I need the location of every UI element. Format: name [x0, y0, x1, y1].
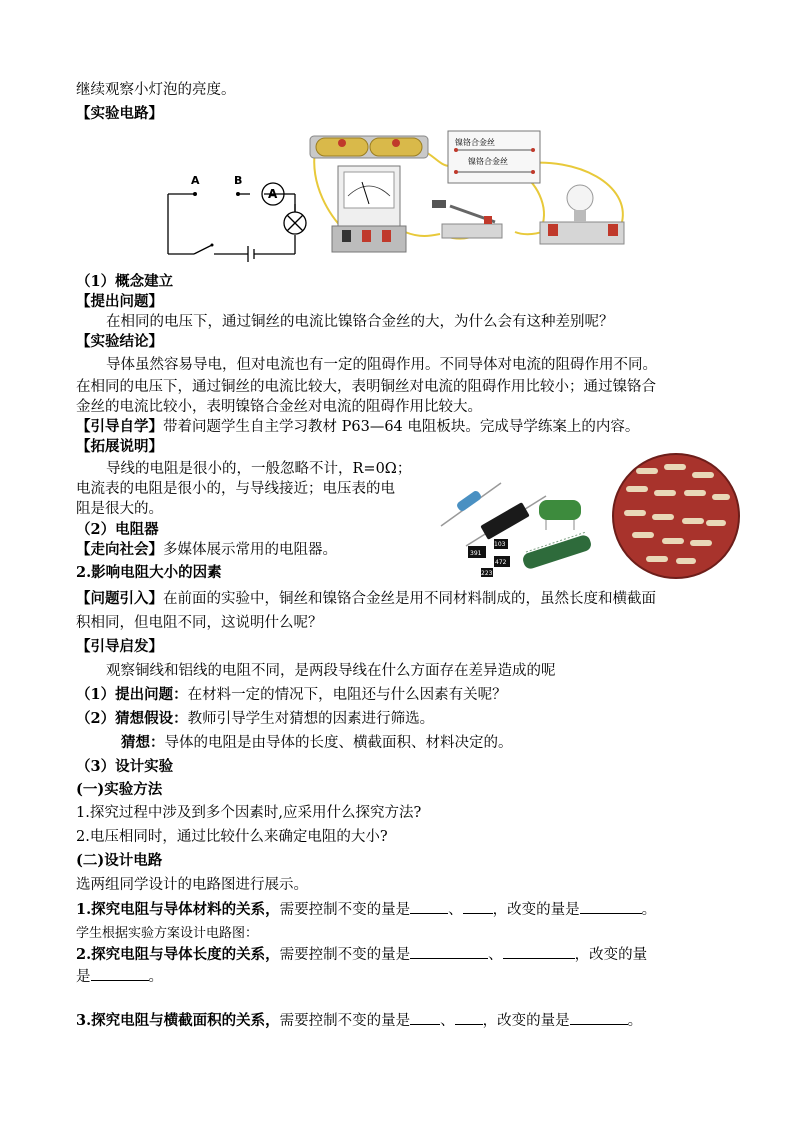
wirewound-resistor: [466, 496, 546, 546]
section-design: （3）设计实验: [76, 758, 174, 775]
exercise-2-cont: 是 。: [76, 966, 734, 987]
heading-intro: 【问题引入】: [76, 590, 163, 607]
exercise-1: 1.探究电阻与导体材料的关系，需要控制不变的量是 、 ，改变的量是 。: [76, 901, 657, 918]
ammeter-symbol: A: [268, 187, 278, 201]
svg-text:103: 103: [494, 541, 506, 548]
circuit-illustration: [160, 126, 640, 268]
heading-question: 【提出问题】: [76, 293, 163, 310]
text-line: 选两组同学设计的电路图进行展示。: [76, 877, 308, 893]
heading-expand: 【拓展说明】: [76, 438, 163, 455]
heading-society: 【走向社会】: [76, 541, 163, 558]
ammeter-device: [332, 166, 406, 252]
text-line: （1）提出问题：在材料一定的情况下，电阻还与什么因素有关呢？: [76, 686, 507, 703]
text-line: 电流表的电阻是很小的，与导线接近；电压表的电: [76, 481, 395, 497]
label-a: A: [191, 174, 200, 187]
svg-text:镍铬合金丝: 镍铬合金丝: [468, 157, 508, 166]
svg-text:391: 391: [470, 550, 482, 557]
svg-text:472: 472: [495, 559, 507, 566]
battery-pack: [310, 136, 428, 158]
section-resistor: （2）电阻器: [76, 521, 159, 538]
exercise-2: 2.探究电阻与导体长度的关系，需要控制不变的量是 、 ，改变的量: [76, 946, 648, 963]
text-line: 金丝的电流比较小，表明镍铬合金丝对电流的阻碍作用比较大。: [76, 399, 482, 415]
text-line: 【走向社会】多媒体展示常用的电阻器。: [76, 541, 337, 558]
svg-text:223: 223: [481, 570, 493, 577]
text-line: 导体虽然容易导电，但对电流也有一定的阻碍作用。不同导体对电流的阻碍作用不同。: [106, 357, 657, 373]
exercise-3: 3.探究电阻与横截面积的关系，需要控制不变的量是 、 ，改变的量是 。: [76, 1012, 643, 1029]
text-line: 1.探究过程中涉及到多个因素时,应采用什么探究方法?: [76, 805, 422, 821]
answer-blank[interactable]: [410, 1010, 440, 1025]
section-2-title: 2.影响电阻大小的因素: [76, 564, 222, 581]
circuit-board-photo: [613, 454, 739, 578]
subsection-circuit: (二)设计电路: [76, 852, 163, 869]
nichrome-wire-board: [448, 131, 540, 183]
text-line: 【问题引入】在前面的实验中，铜丝和镍铬合金丝是用不同材料制成的，虽然长度和横截面: [76, 590, 656, 607]
text-line: 观察铜线和铝线的电阻不同，是两段导线在什么方面存在差异造成的呢: [106, 663, 556, 679]
answer-blank[interactable]: [410, 944, 488, 959]
text-line: 积相同，但电阻不同，这说明什么呢？: [76, 615, 323, 631]
heading-inspire: 【引导启发】: [76, 638, 163, 655]
subsection-method: (一)实验方法: [76, 781, 163, 798]
answer-blank[interactable]: [410, 899, 448, 914]
text-line: 学生根据实验方案设计电路图：: [76, 926, 259, 941]
text-line: 导线的电阻是很小的，一般忽略不计，R=0Ω；: [106, 461, 412, 477]
light-bulb: [540, 185, 624, 244]
knife-switch: [432, 200, 502, 238]
answer-blank[interactable]: [463, 899, 493, 914]
text-line: 在相同的电压下，通过铜丝的电流比较大，表明铜丝对电流的阻碍作用比较小；通过镍铬合: [76, 379, 656, 395]
text-line: 猜想：导体的电阻是由导体的长度、横截面积、材料决定的。: [121, 734, 513, 751]
text-line: 【引导自学】带着问题学生自主学习教材 P63—64 电阻板块。完成导学练案上的内容。: [76, 418, 640, 435]
answer-blank[interactable]: [455, 1010, 483, 1025]
text-line: （2）猜想假设：教师引导学生对猜想的因素进行筛选。: [76, 710, 435, 727]
text-line: 在相同的电压下，通过铜丝的电流比镍铬合金丝的大，为什么会有这种差别呢？: [106, 314, 614, 330]
answer-blank[interactable]: [580, 899, 642, 914]
answer-blank[interactable]: [570, 1010, 628, 1025]
answer-blank[interactable]: [503, 944, 575, 959]
heading-conclusion: 【实验结论】: [76, 333, 163, 350]
text-line: 2.电压相同时，通过比较什么来确定电阻的大小?: [76, 829, 388, 845]
heading-experiment-circuit: 【实验电路】: [76, 105, 163, 122]
label-b: B: [234, 174, 243, 187]
text-line: 继续观察小灯泡的亮度。: [76, 82, 236, 98]
text-line: 阻是很大的。: [76, 501, 163, 517]
heading-guide: 【引导自学】: [76, 418, 163, 435]
section-concept: （1）概念建立: [76, 273, 174, 290]
cement-resistor: [539, 500, 581, 530]
answer-blank[interactable]: [91, 966, 149, 981]
svg-text:镍铬合金丝: 镍铬合金丝: [455, 138, 495, 147]
resistor-photos: [436, 428, 741, 580]
